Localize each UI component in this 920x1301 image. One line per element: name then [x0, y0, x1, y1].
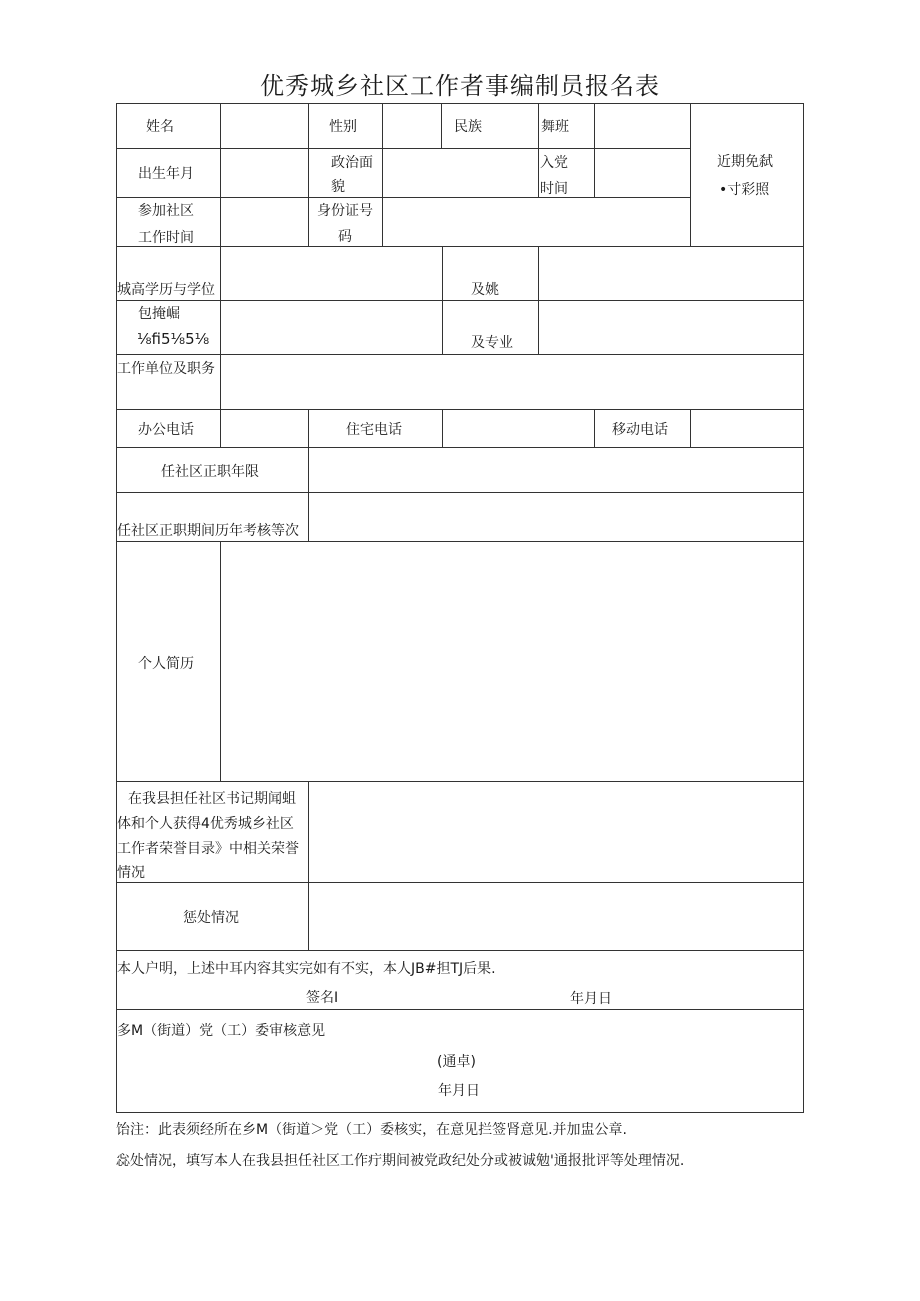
honors-label-line2: 体和个人获得4优秀城乡社区: [117, 816, 294, 832]
col-rule-a: [220, 103, 221, 246]
resume-label: 个人简历: [138, 656, 194, 672]
extra-label: 舞班: [541, 119, 569, 135]
row-rule-11: [116, 882, 804, 883]
seal-label: (通卓): [437, 1054, 476, 1070]
mobile-phone-label: 移动电话: [612, 422, 668, 438]
work-start-label-line1: 参加社区: [138, 203, 194, 219]
col-rule-n: [594, 409, 595, 447]
col-rule-l: [308, 409, 309, 447]
gender-label: 性别: [329, 119, 357, 135]
col-rule-k: [220, 409, 221, 447]
honors-label-line3: 工作者荣誉目录》中相关荣誉: [117, 841, 299, 857]
col-rule-h: [220, 246, 221, 409]
declaration-text: 本人户明，上述中耳内容其实完如有不实，本人JB#担TJ后果.: [117, 961, 496, 977]
workunit-label: 工作单位及职务: [117, 361, 215, 377]
office-phone-label: 办公电话: [138, 422, 194, 438]
review-date-label: 年月日: [438, 1083, 480, 1099]
row-rule-12: [116, 950, 804, 951]
col-rule-i: [442, 246, 443, 354]
education-label: 城高学历与学位: [117, 282, 215, 298]
col-rule-e: [538, 103, 539, 197]
education2-label-line2: ⅛fi5⅛5⅛: [137, 330, 210, 348]
col-rule-j: [538, 246, 539, 354]
footnote-2: 惢处情况，填写本人在我县担任社区工作疔期间被党政纪处分或被诚勉'通报批评等处理情况.: [116, 1153, 685, 1169]
political-label-line1: 政治面: [331, 155, 373, 171]
party-label-line2: 时间: [540, 181, 568, 197]
signature-date-label: 年月日: [570, 991, 612, 1007]
birth-label: 出生年月: [138, 166, 194, 182]
col-rule-m: [442, 409, 443, 447]
major-label: 及专业: [471, 335, 513, 351]
work-start-label-line2: 工作时间: [138, 230, 194, 246]
row-rule-1: [116, 148, 690, 149]
signature-label: 签名I: [306, 990, 339, 1006]
col-rule-b: [308, 103, 309, 246]
photo-label-line2: •寸彩照: [719, 182, 770, 198]
row-rule-13: [116, 1009, 804, 1010]
honors-label-line4: 情况: [117, 865, 145, 881]
col-rule-r: [308, 781, 309, 950]
col-rule-q: [220, 541, 221, 781]
row-rule-7: [116, 447, 804, 448]
tenure-label: 任社区正职年限: [161, 464, 259, 480]
name-label: 姓名: [146, 119, 174, 135]
id-number-label-line1: 身份证号: [317, 203, 373, 219]
photo-label-line1: 近期免弑: [717, 154, 773, 170]
punishment-label: 惩处情况: [183, 910, 239, 926]
school-label: 及姚: [471, 282, 499, 298]
review-label: 多M（街道）党（工）委审核意见: [117, 1023, 326, 1039]
col-rule-o: [690, 409, 691, 447]
political-label-line2: 貌: [331, 179, 345, 195]
party-label-line1: 入党: [540, 155, 568, 171]
form-title: 优秀城乡社区工作者事编制员报名表: [260, 72, 660, 100]
col-rule-f: [594, 103, 595, 197]
id-number-label-line2: 码: [338, 229, 352, 245]
col-rule-c: [382, 103, 383, 246]
footnote-1: 饴注：此表须经所在乡M（街道＞党（工）委核实，在意见拦签肾意见.并加盅公章.: [116, 1122, 627, 1138]
assessment-label: 任社区正职期间历年考核等次: [117, 523, 299, 539]
home-phone-label: 住宅电话: [346, 422, 402, 438]
col-rule-d: [441, 103, 442, 148]
row-rule-2: [116, 197, 690, 198]
row-rule-8: [116, 492, 804, 493]
education2-label-line1: 包掩崛: [138, 306, 180, 322]
col-rule-p: [308, 447, 309, 541]
ethnicity-label: 民族: [454, 119, 482, 135]
honors-label-line1: 在我县担任社区书记期闻蛆: [128, 791, 296, 807]
row-rule-10: [116, 781, 804, 782]
col-rule-g: [690, 103, 691, 246]
